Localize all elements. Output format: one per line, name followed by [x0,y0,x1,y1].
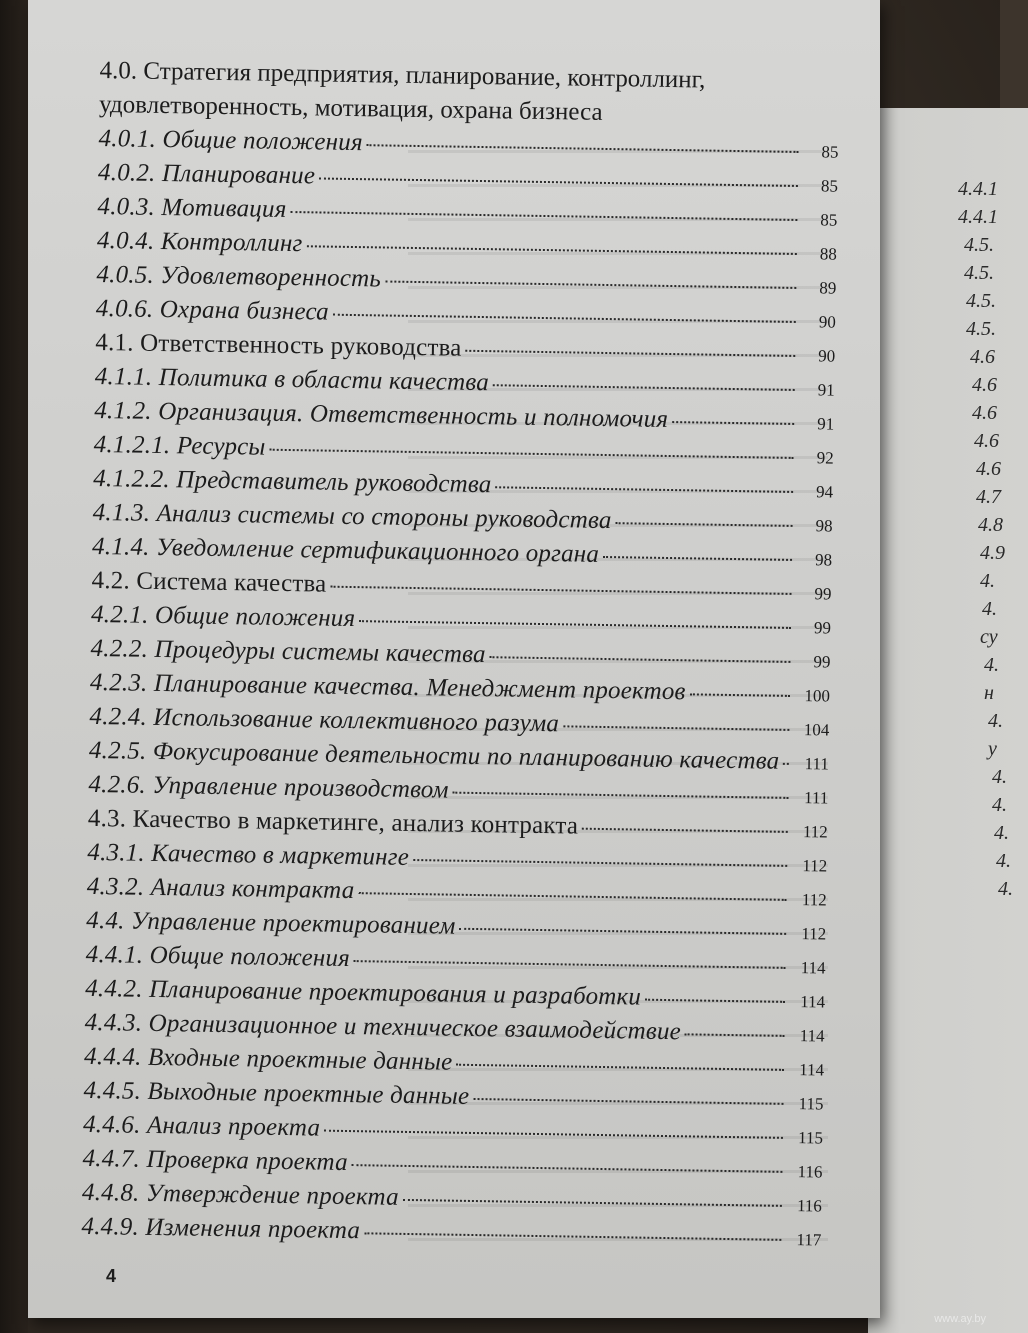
toc-leader-dots [493,383,795,391]
facing-page-fragment: су [980,626,998,648]
facing-page-fragment: 4. [980,570,995,592]
toc-entry-title: 4.1.3. Анализ системы со стороны руководства [92,498,612,535]
toc-entry-page: 91 [817,414,835,434]
toc-entry-title: 4.2. Система качества [91,566,327,598]
toc-leader-dots [582,827,788,833]
toc-entry-page: 112 [801,924,827,944]
facing-page-fragment: 4. [998,878,1013,900]
toc-entry-page: 114 [799,1060,825,1080]
toc-leader-dots [456,1063,784,1071]
toc-leader-dots [290,210,797,221]
toc-leader-dots [364,1231,781,1241]
toc-entry-page: 114 [800,958,826,978]
toc-leader-dots [690,692,790,697]
toc-entry-title: 4.4.8. Утверждение проекта [81,1178,399,1211]
toc-entry-title: 4.0.6. Охрана бизнеса [95,294,330,326]
facing-page-fragment: 4.4.1 [958,178,998,200]
toc-entry-page: 111 [804,754,829,774]
toc-entry-title: 4.0.4. Контроллинг [96,226,303,258]
toc-leader-dots [367,143,799,153]
page-number: 4 [106,1266,117,1286]
toc-entry-page: 112 [801,890,827,910]
facing-page-fragment: 4.5. [966,290,996,312]
toc-entry-title: 4.1.4. Уведомление сертификационного органа [91,532,600,568]
facing-page-fragment: 4. [992,766,1007,788]
toc-entry-title: 4.4.6. Анализ проекта [82,1110,321,1142]
toc-entry-title: 4.4.5. Выходные проектные данные [83,1076,470,1110]
toc-entry-title: 4.0.2. Планирование [97,158,316,190]
toc-leader-dots [460,927,787,935]
toc-leader-dots [359,619,791,629]
toc-leader-dots [490,655,791,663]
toc-entry-page: 99 [813,652,831,672]
facing-page-fragment: 4.5. [966,318,996,340]
toc-entry-title: 4.0.1. Общие положения [98,124,364,157]
toc-entry-title: 4.2.2. Процедуры системы качества [90,634,486,669]
toc-entry-page: 91 [817,380,835,400]
toc-leader-dots [319,176,798,187]
toc-entry-title: 4.0.3. Мотивация [97,192,287,223]
toc-leader-dots [306,244,796,255]
toc-entry-page: 115 [797,1128,824,1148]
toc-entry-title: 4.2.5. Фокусирование деятельности по планированию качества [88,736,780,775]
toc-entry-page: 112 [802,856,828,876]
toc-leader-dots [672,420,794,425]
facing-page-fragment: 4. [982,598,997,620]
toc-entry-title: 4.2.4. Использование коллективного разума [89,702,560,738]
toc-heading-line-1: 4.0. Стратегия предприятия, планирование, контроллинг, [99,56,706,94]
toc-leader-dots [324,1129,783,1139]
toc-entry-page: 116 [797,1162,823,1182]
facing-page-fragment: 4. [988,710,1003,732]
toc-leader-dots [645,998,785,1003]
toc-leader-dots [413,858,787,867]
facing-page-fragment: 4.6 [976,458,1001,480]
toc-entry-page: 89 [819,278,837,298]
toc-entry-page: 90 [818,312,836,332]
toc-entry-title: 4.3. Качество в маркетинге, анализ контракта [87,804,579,840]
facing-page-fragment: у [988,738,997,760]
toc-entry-title: 4.3.1. Качество в маркетинге [87,838,410,871]
toc-leader-dots [352,1163,783,1173]
facing-page-fragment: 4.9 [980,542,1005,564]
toc-leader-dots [453,791,789,799]
toc-entry-page: 104 [803,720,830,740]
toc-entry-page: 111 [803,788,829,808]
toc-entry-title: 4.4.1. Общие положения [85,940,351,973]
facing-page-fragment: 4.8 [978,514,1003,536]
toc-leader-dots [385,280,796,289]
toc-heading-line-2: удовлетворенность, мотивация, охрана бизнеса [98,90,603,126]
toc-leader-dots [333,313,796,323]
toc-entry-title: 4.1.2.2. Представитель руководства [93,464,492,499]
toc-entry-title: 4.4. Управление проектированием [86,906,456,940]
toc-leader-dots [685,1032,785,1037]
toc-entry-title: 4.4.4. Входные проектные данные [83,1042,453,1076]
facing-page-fragment: 4.5. [964,234,994,256]
toc-entry-page: 92 [816,448,834,468]
toc-entry-page: 99 [814,584,832,604]
toc-entry-title: 4.4.3. Организационное и техническое взаимодействие [84,1008,682,1046]
toc-leader-dots [495,485,793,493]
toc-entry-page: 85 [820,176,839,196]
toc-entry-title: 4.1.2. Организация. Ответственность и полномочия [94,396,669,433]
toc-entry-page: 114 [800,992,826,1012]
book-binding-edge [0,0,28,1333]
toc-entry-page: 88 [819,244,838,264]
toc-entry-page: 99 [813,618,832,638]
toc-leader-dots [403,1198,782,1207]
toc-entry-title: 4.4.9. Изменения проекта [81,1212,361,1245]
facing-page-fragment: 4.6 [972,374,997,396]
facing-page-fragment: 4.6 [970,346,995,368]
facing-page-fragment: 4.7 [976,486,1001,508]
toc-leader-dots [330,585,791,595]
toc-entry-title: 4.4.2. Планирование проектирования и разработки [85,974,642,1011]
toc-entry-title: 4.2.6. Управление производством [88,770,449,804]
toc-entry-page: 85 [820,210,838,230]
facing-page-fragment: 4. [996,850,1011,872]
toc-entry-title: 4.1.2.1. Ресурсы [93,430,266,461]
toc-entry-page: 85 [821,142,839,162]
toc-entry-page: 115 [798,1094,824,1114]
toc-leader-dots [603,555,792,561]
facing-page-fragment: 4.5. [964,262,994,284]
facing-page-fragment: 4.6 [974,430,999,452]
toc-leader-dots [354,959,786,969]
toc-leader-dots [465,349,795,357]
facing-page-fragment: 4. [984,654,999,676]
toc-leader-dots [563,724,789,731]
toc-entry-title: 4.1. Ответственность руководства [95,328,462,362]
toc-leader-dots [270,448,794,459]
toc-entry-page: 114 [799,1026,825,1046]
facing-page-fragment: 4. [994,822,1009,844]
toc-entry-title: 4.1.1. Политика в области качества [94,362,490,397]
toc-entry-title: 4.3.2. Анализ контракта [86,872,355,905]
toc-entry-page: 100 [804,686,831,706]
toc-entry-page: 94 [815,482,834,502]
facing-page-fragment: н [984,682,994,704]
toc-leader-dots [473,1097,783,1105]
toc-leader-dots [615,521,792,527]
facing-page-fragment: 4. [992,794,1007,816]
toc-leader-dots [783,762,789,765]
facing-page [868,108,1028,1333]
toc-entry-page: 117 [796,1230,822,1250]
toc-entry-title: 4.2.3. Планирование качества. Менеджмент проектов [89,668,686,706]
watermark: www.ay.by [934,1313,986,1325]
toc-entry-page: 98 [814,550,833,570]
toc-entry-title: 4.4.7. Проверка проекта [82,1144,348,1177]
toc-entry-page: 116 [796,1196,823,1216]
toc-entry-page: 98 [815,516,833,536]
toc-entry-page: 90 [818,346,836,366]
toc-entry-title: 4.0.5. Удовлетворенность [96,260,382,293]
toc-entry-title: 4.2.1. Общие положения [90,600,356,633]
facing-page-fragment: 4.4.1 [958,206,998,228]
toc-entry-page: 112 [802,822,828,842]
facing-page-fragment: 4.6 [972,402,997,424]
toc-leader-dots [358,891,786,901]
